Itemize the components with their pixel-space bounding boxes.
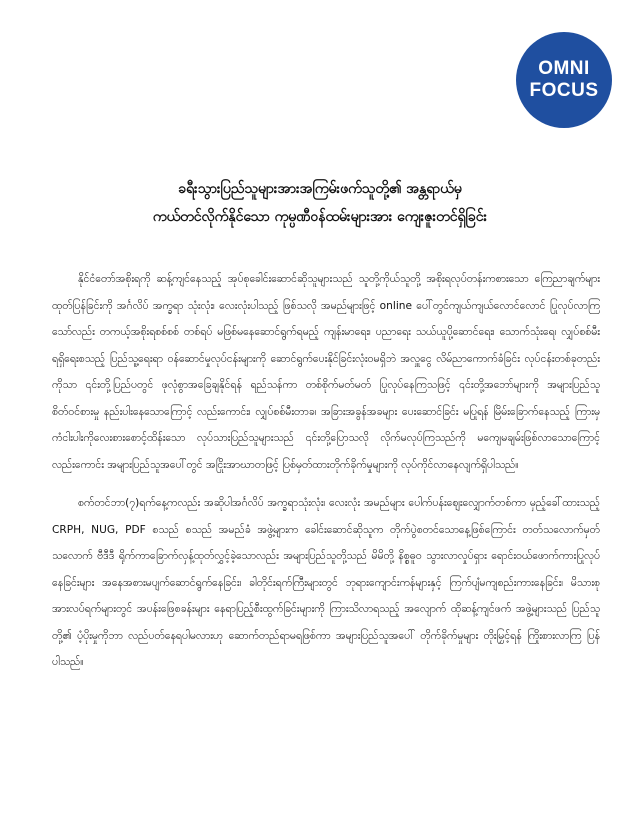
omni-focus-logo [516, 32, 612, 128]
logo-line-2: FOCUS [529, 80, 599, 101]
paragraph-2: စက်တင်ဘာ(၇)ရက်နေ့ကလည်း အဆိုပါအင်္ဂလိပ် အက္ခရာသုံးလုံး၊ လေးလုံး အမည်များ ပေါက်ပန်းဈေးလျှောက်တစ်ကာ မှည့်ခေါ်ထားသည့် CRPH, NUG, PDF စသည် စသည် အမည်ခံ အဖွဲ့များက ခေါင်းဆောင်ဆိုသူက တိုက်ပွဲစတင်သောနေ့ဖြစ်ကြောင်း တတ်သလောက်မှတ် သလောက် ဗီဒီဒီ ရိုက်ကာခြောက်လှန့်ထုတ်လွှင့်ခဲ့သောလည်း အများပြည်သူတို့သည် မိမိတို့ နိစ္စဓူဝ သွားလာလှုပ်ရှား ရောင်းဝယ်ဖောက်ကားပြုလုပ်နေခြင်းများ အနေအစားမပျက်ဆောင်ရွက်နေခြင်း၊ ခါတိုင်းရက်ကြီးများတွင် ဘုရားကျောင်းကန်များနှင့် ကြက်ပျံမကျစည်းကားနေခြင်း၊ မိသားစု အားလပ်ရက်များတွင် အပန်းဖြေစခန်းများ နေရာပြည့်စီးထွက်ခြင်းများကို ကြားသိလာရသည့် အလျောက် ထိုဆန့်ကျင်ဖက် အဖွဲ့များသည် ပြည်သူတို့၏ ပံ့ပိုးမှုကိုဘာ လည်ပတ်နေရပါမလားဟု ဆောက်တည်ရာမရဖြစ်ကာ အများပြည်သူအပေါ် တိုက်ခိုက်မှုများ တိုးမြှင့်ရန် ကြိုးစားလာကြ ပြန်ပါသည်။ [52, 497, 600, 668]
paragraph-1: နိုင်ငံတော်အစိုးရကို ဆန့်ကျင်နေသည့် အုပ်စုခေါင်းဆောင်ဆိုသူများသည် သူတို့ကိုယ်သူတို့ အစိုးရလုပ်တန်းကစားသော ကြေညာချက်များထုတ်ပြန်ခြင်းကို အင်္ဂလိပ် အက္ခရာ သုံးလုံး၊ လေးလုံးပါသည့် ဖြစ်သလို အမည်များဖြင့် online ပေါ်တွင်ကျယ်ကျယ်လောင်လောင် ပြုလုပ်လာကြသော်လည်း တကယ့်အစိုးရစစ်စစ် တစ်ရပ် မဖြစ်မနေဆောင်ရွက်ရမည့် ကျန်းမာရေး၊ ပညာရေး သယ်ယူပို့ဆောင်ရေး၊ သောက်သုံးရေ၊ လျှပ်စစ်မီး ရရှိရေးစသည့် ပြည်သူ့ရေးရာ ဝန်ဆောင်မှုလုပ်ငန်းများကို ဆောင်ရွက်ပေးနိုင်ခြင်းလုံးဝမရှိဘဲ အလှူငွေ လိမ်ညာကောက်ခံခြင်း လုပ်ငန်းတစ်ခုတည်းကိုသာ ၎င်းတို့ပြည်ပတွင် ဖုလုံစွာအခြေချနိုင်ရန် ရည်သန်ကာ တစ်စိုက်မတ်မတ် ပြုလုပ်နေကြသဖြင့် ၎င်းတို့အဘော်များကို အများပြည်သူစိတ်ဝင်စားမှု နည်းပါးနေသောကြောင့် လည်းကောင်း၊ လျှပ်စစ်မီးတာခ၊ အခြားအခွန်အခများ ပေးဆောင်ခြင်း မပြုရန် မြိမ်းခြောက်နေသည့် ကြားမှ ကံငါးပါးကိုလေးစားစောင့်ထိန်းသော လုပ်သားပြည်သူများသည် ၎င်းတို့ပြောသလို လိုက်မလုပ်ကြသည်ကို မကျေမချမ်းဖြစ်လာသောကြောင့် လည်းကောင်း အများပြည်သူအပေါ်တွင် အငြိုးအာဃာတဖြင့် ပြစ်မှတ်ထားတိုက်ခိုက်မှုများကို လုပ်ကိုင်လာနေလျက်ရှိပါသည်။ [52, 273, 600, 471]
document-body [52, 266, 600, 688]
title-line-1: ခရီးသွားပြည်သူများအားအကြမ်းဖက်သူတို့၏ အန္တရာယ်မှ [178, 181, 462, 197]
document-title [40, 175, 600, 231]
logo-line-1: OMNI [538, 58, 590, 79]
title-line-2: ကယ်တင်လိုက်နိုင်သော ကုမ္ပဏီဝန်ထမ်းများအား ကျေးဇူးတင်ရှိခြင်း [152, 209, 488, 225]
